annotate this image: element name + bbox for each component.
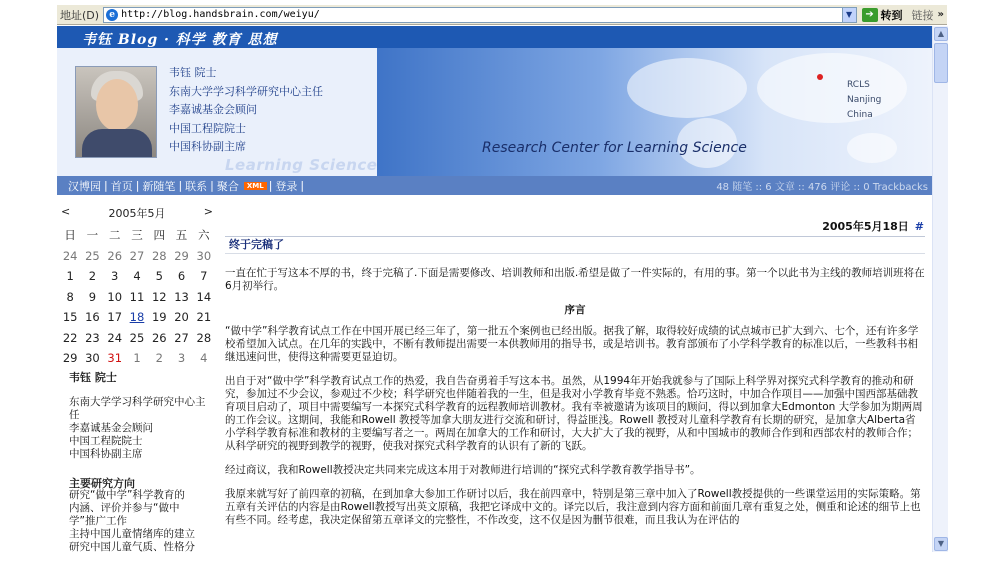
calendar-day: 29 (62, 351, 78, 366)
sidebar-research-line: 主持中国儿童情绪库的建立 (69, 528, 195, 540)
calendar-prev-month[interactable]: < (61, 205, 71, 218)
post-permalink[interactable]: # (914, 220, 924, 233)
calendar-day: 23 (85, 330, 100, 345)
chevron-right-icon[interactable]: » (937, 9, 944, 20)
go-button[interactable] (857, 7, 908, 23)
nav-link-home[interactable]: 首页 (110, 179, 133, 193)
calendar-day: 26 (107, 248, 123, 263)
header-author-info (169, 64, 323, 157)
post-paragraph: 我原来就写好了前四章的初稿，在到加拿大参加工作研讨以后，我在前四章中，特别是第三章中加入了Rowell教授提供的一些课堂运用的实际策略。第五章有关评估的内容是由Rowell教授写出英文原稿，我把它译成中文的。译完以后，我注意到内容方面和前面几章有重复之处，侧重和论述的细节上也有些不同。经考虑，我决定保留第五章译文的完整性，不作改变，这不仅是因为删节很难，而且我认为在评估的 (225, 488, 921, 526)
calendar-day: 1 (133, 351, 141, 366)
calendar-day: 14 (196, 289, 212, 304)
post-paragraph: 一直在忙于写这本不厚的书，终于完稿了.下面是需要修改、培训教师和出版.希望是做了一件实际的，有用的事。第一个以此书为主线的教师培训班将在6月初举行。 (225, 267, 925, 292)
calendar-day: 15 (62, 310, 78, 325)
calendar-day: 5 (155, 269, 163, 284)
calendar-day: 25 (85, 248, 100, 263)
calendar-day: 16 (85, 310, 100, 325)
calendar-weekday-row (59, 225, 215, 246)
sidebar-research-line: 研究“做中学”科学教育的 (69, 489, 185, 501)
nav-link-login[interactable]: 登录 (275, 179, 298, 193)
sidebar-author-lines (69, 396, 211, 461)
calendar-day: 1 (66, 269, 74, 284)
calendar-day: 17 (107, 310, 123, 325)
calendar-weekday: 二 (108, 228, 121, 243)
url-input[interactable] (103, 7, 842, 23)
calendar-day: 8 (66, 289, 74, 304)
sidebar-research-line: 内涵、评价并参与“做中 (69, 502, 180, 514)
calendar-day: 10 (107, 289, 123, 304)
calendar-day: 4 (200, 351, 208, 366)
header-info-line: 中国科协副主席 (169, 140, 246, 153)
calendar-day: 21 (196, 310, 212, 325)
calendar-day: 13 (174, 289, 189, 304)
nav-link-new-post[interactable]: 新随笔 (142, 179, 176, 193)
calendar-next-month[interactable]: > (203, 205, 213, 218)
header-location-label (847, 78, 881, 123)
location-marker-icon (817, 74, 823, 80)
calendar-day: 20 (174, 310, 189, 325)
post-preface-heading: 序言 (564, 304, 586, 316)
sidebar-research-line: 学”推广工作 (69, 515, 127, 527)
post-title[interactable]: 终于完稿了 (225, 236, 925, 254)
post-body (225, 267, 925, 538)
calendar-day: 30 (85, 351, 100, 366)
nav-links: 汉博园 | 首页 | 新随笔 | 联系 | 聚合 XML | 登录 | (65, 178, 304, 194)
sidebar-research-lines (69, 489, 211, 554)
post-date-text: 2005年5月18日 (822, 220, 909, 233)
calendar-weekday: 三 (131, 228, 143, 243)
ie-page-icon: e (106, 9, 118, 21)
calendar-day: 3 (111, 269, 119, 284)
nav-link-contact[interactable]: 联系 (185, 179, 208, 193)
links-button[interactable]: 链接 (911, 8, 934, 22)
url-text: http://blog.handsbrain.com/weiyu/ (121, 9, 320, 20)
calendar-day: 11 (129, 289, 145, 304)
nav-link-aggregate[interactable]: 聚合 (216, 179, 239, 193)
calendar-week-row (59, 348, 215, 369)
calendar-week-row (59, 287, 215, 308)
go-label: 转到 (880, 8, 903, 22)
map-continent (847, 133, 897, 163)
calendar-day: 9 (88, 289, 97, 304)
calendar-day: 27 (129, 248, 145, 263)
calendar-day: 29 (174, 248, 189, 263)
calendar-week-row (59, 246, 215, 267)
scroll-down-icon[interactable]: ▼ (934, 537, 948, 551)
header-info-line: 韦钰 院士 (169, 66, 217, 79)
nav-link-hanboyuan[interactable]: 汉博园 (68, 179, 101, 193)
rcls-line: RCLS (847, 80, 870, 90)
calendar-day: 7 (200, 269, 208, 284)
portrait-shirt (82, 129, 152, 158)
blog-header-banner (57, 26, 932, 176)
address-bar (57, 5, 947, 25)
calendar-day: 4 (133, 269, 141, 284)
sidebar-author-line: 中国科协副主席 (69, 448, 143, 460)
calendar-week-row (59, 307, 215, 328)
post-paragraph: 出自于对“做中学”科学教育试点工作的热爱，我自告奋勇着手写这本书。虽然，从1994年开始我就参与了国际上科学界对探究式科学教育的推动和研究，参加过不少会议，参观过不少校；科学研究也伴随着我的一生，但是我对小学教育毕竟不熟悉。恰巧这时，中加合作项目——加强中国西部基础教育项目启动了，项目中需要编写一本探究式科学教育的远程教师培训教材。我有幸被邀请为该项目的顾问，得以到加拿大Edmonton 大学参加为期两周的工作会议。这期间，我能和Rowell 教授等加拿大朋友进行交流和研讨，得益匪浅。Rowell 教授对儿童科学教育有长期的研究，是加拿大Alberta省小学科学教育标准和教材的主要编写者之一。两周在加拿大的工作和研讨，大大扩大了我的视野，从和中国城市的教师合作到和西部农村的教师合作；从科学研究的视野到教学的视野，使我对探究式科学教育的认识有了新的飞跃。 (225, 375, 923, 452)
calendar-day: 6 (177, 269, 186, 284)
calendar-header (61, 205, 213, 221)
calendar-day: 27 (174, 330, 189, 345)
calendar-day: 25 (129, 330, 145, 345)
calendar-weekday: 五 (175, 228, 188, 243)
sidebar-research-title: 主要研究方向 (69, 477, 135, 490)
calendar-week-row (59, 328, 215, 349)
calendar-weekday: 一 (86, 228, 99, 243)
calendar-weekday: 四 (153, 228, 166, 243)
calendar-day: 30 (196, 248, 212, 263)
sidebar-research-line: 研究中国儿童气质、性格分 (69, 541, 195, 553)
calendar-week-row (59, 266, 215, 287)
main-content (217, 195, 932, 552)
calendar-day: 2 (88, 269, 97, 284)
vertical-scrollbar[interactable] (932, 26, 948, 552)
sidebar-author-title: 韦钰 院士 (69, 371, 117, 384)
calendar-grid (59, 225, 215, 369)
calendar-day: 28 (151, 248, 167, 263)
portrait-face (96, 79, 138, 131)
map-continent (627, 58, 747, 118)
calendar-day: 3 (177, 351, 186, 366)
calendar-weekday: 日 (64, 228, 76, 243)
research-center-title: Research Center for Learning Science (482, 140, 747, 156)
blog-title: 韦钰 Blog · 科学 教育 思想 (82, 32, 278, 48)
blog-nav-bar (57, 176, 932, 195)
post-paragraph: “做中学”科学教育试点工作在中国开展已经三年了，第一批五个案例也已经出版。据我了解，取得较好成绩的试点城市已扩大到六、七个，还有许多学校希望加入试点。在几年的实践中，不断有教师提出需要一本供教师用的指导书，或是培训书。教育部颁布了小学科学教育的标准以后，一些教科书相继迅速问世，使得这种需要更显迫切。 (225, 325, 919, 363)
calendar-day: 12 (151, 289, 167, 304)
calendar-day: 2 (155, 351, 163, 366)
map-continent (757, 53, 907, 123)
calendar-day: 26 (151, 330, 167, 345)
go-arrow-icon: ➔ (862, 8, 878, 22)
blog-stats: 48 随笔 :: 6 文章 :: 476 评论 :: 0 Trackbacks (716, 182, 928, 193)
calendar-day-today: 31 (107, 351, 123, 366)
post-date (822, 218, 924, 234)
sidebar-author-line: 东南大学学习科学研究中心主任 (69, 396, 206, 421)
header-info-line: 李嘉诚基金会顾问 (169, 103, 257, 116)
post-paragraph: 经过商议，我和Rowell教授决定共同来完成这本用于对教师进行培训的“探究式科学教育教学指导书”。 (225, 464, 701, 476)
calendar-day-link[interactable]: 18 (129, 310, 145, 325)
calendar-day: 19 (151, 310, 167, 325)
rcls-line: Nanjing (847, 95, 882, 105)
author-portrait (75, 66, 157, 158)
calendar-day: 24 (62, 248, 78, 263)
calendar-day: 28 (196, 330, 212, 345)
sidebar (57, 195, 217, 552)
scroll-up-icon[interactable]: ▲ (934, 27, 948, 41)
address-label: 地址(D) (60, 8, 100, 22)
calendar-day: 22 (62, 330, 78, 345)
scrollbar-thumb[interactable] (934, 43, 948, 83)
calendar-weekday: 六 (198, 228, 210, 243)
header-info-line: 东南大学学习科学研究中心主任 (169, 84, 323, 98)
learning-science-logo: Learning Science (225, 156, 378, 174)
calendar-month-title: 2005年5月 (108, 207, 166, 220)
header-info-line: 中国工程院院士 (169, 121, 246, 135)
sidebar-author-line: 李嘉诚基金会顾问 (69, 422, 153, 434)
rss-xml-icon[interactable]: XML (244, 182, 267, 190)
calendar-day: 24 (107, 330, 123, 345)
address-dropdown-icon[interactable]: ▼ (843, 7, 857, 23)
sidebar-author-line: 中国工程院院士 (69, 435, 143, 447)
rcls-line: China (847, 110, 873, 120)
